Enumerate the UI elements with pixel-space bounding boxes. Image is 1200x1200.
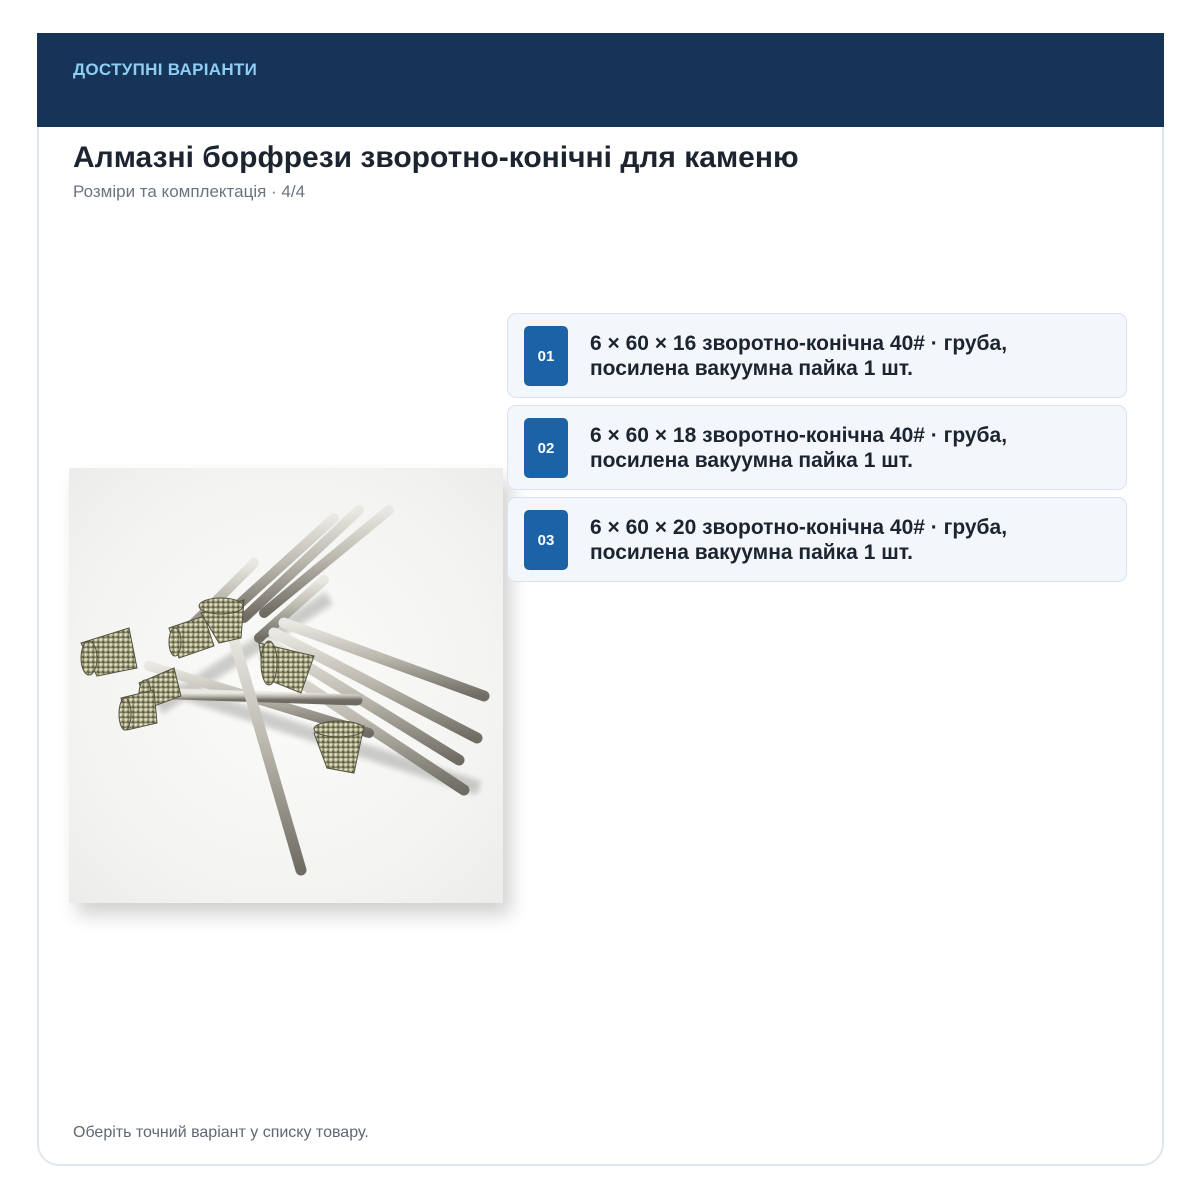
variant-item-01[interactable] (507, 313, 1127, 398)
variant-number-badge: 02 (524, 418, 568, 478)
page-title: Алмазні борфрези зворотно-конічні для каменю (73, 141, 799, 174)
footer-note: Оберіть точний варіант у списку товару. (73, 1124, 369, 1141)
diamond-burrs-illustration (69, 468, 503, 903)
variant-description: 6 × 60 × 20 зворотно-конічна 40# · груба, посилена вакуумна пайка 1 шт. (590, 516, 1008, 564)
variant-number-badge: 03 (524, 510, 568, 570)
variant-number-badge: 01 (524, 326, 568, 386)
page-subtitle: Розміри та комплектація · 4/4 (73, 182, 306, 201)
product-photo (69, 468, 503, 903)
variant-item-03[interactable] (507, 497, 1127, 582)
header-label: ДОСТУПНІ ВАРІАНТИ (73, 60, 258, 79)
variant-item-02[interactable] (507, 405, 1127, 490)
variant-description: 6 × 60 × 18 зворотно-конічна 40# · груба, посилена вакуумна пайка 1 шт. (590, 424, 1008, 472)
variant-description: 6 × 60 × 16 зворотно-конічна 40# · груба, посилена вакуумна пайка 1 шт. (590, 332, 1008, 380)
variant-list (507, 313, 1127, 589)
header-band (37, 33, 1164, 127)
